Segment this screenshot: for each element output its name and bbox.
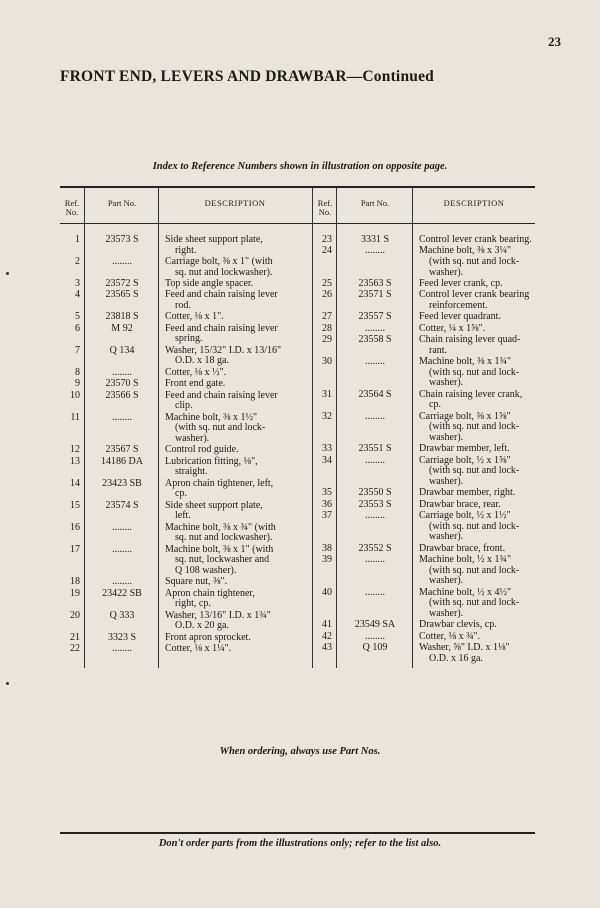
part-description <box>165 379 310 390</box>
edge-speck <box>6 272 9 275</box>
description-line: Machine bolt, ⅜ x 1½" <box>165 411 258 423</box>
column-divider <box>412 188 413 668</box>
part-description <box>419 632 535 643</box>
description-line: (with sq. nut and lock- <box>429 421 520 433</box>
part-description <box>419 588 535 620</box>
part-number: 23552 S <box>358 542 392 554</box>
part-description <box>419 312 535 323</box>
description-line: sq. nut and lockwasher). <box>175 266 273 278</box>
part-description <box>165 611 310 632</box>
part-description <box>165 290 310 311</box>
part-number: ........ <box>112 256 132 267</box>
part-number: 23567 S <box>105 444 139 456</box>
ref-number: 17 <box>70 543 80 555</box>
description-line: Drawbar brace, front. <box>419 542 506 554</box>
part-description <box>165 391 310 412</box>
description-line: Washer, ⅝" I.D. x 1⅛" <box>419 642 510 654</box>
description-line: Control lever crank bearing <box>419 289 530 301</box>
part-number: 23563 S <box>358 278 392 289</box>
part-number: 23566 S <box>105 389 139 401</box>
ref-number: 41 <box>322 619 332 631</box>
table-top-rule <box>60 186 535 188</box>
part-description <box>165 413 310 445</box>
description-line: (with sq. nut and lock- <box>175 422 266 434</box>
part-description <box>419 643 535 664</box>
description-line: Machine bolt, ⅜ x 1¾" <box>419 356 512 368</box>
header-part: Part No. <box>107 198 137 208</box>
ref-number: 14 <box>70 477 80 489</box>
part-number: 23565 S <box>105 289 139 301</box>
part-description <box>165 279 310 290</box>
description-line: Machine bolt, ⅜ x 1" (with <box>165 543 274 555</box>
part-description <box>419 290 535 311</box>
part-description <box>165 346 310 367</box>
part-description <box>165 633 310 644</box>
part-description <box>165 257 310 278</box>
part-description <box>165 644 310 655</box>
description-line: cp. <box>429 399 441 411</box>
part-number: 23549 SA <box>354 619 396 631</box>
ref-number: 27 <box>322 311 332 323</box>
ref-number: 11 <box>70 411 80 423</box>
description-line: washer). <box>429 607 464 619</box>
ref-number: 19 <box>70 587 80 599</box>
description-line: O.D. x 20 ga. <box>175 620 229 632</box>
part-number: 23570 S <box>105 378 139 390</box>
part-description <box>419 412 535 444</box>
description-line: Q 108 washer). <box>175 564 237 576</box>
description-line: Carriage bolt, ⅜ x 1" (with <box>165 256 273 267</box>
description-line: (with sq. nut and lock- <box>429 520 520 532</box>
table-header-rule <box>60 223 535 224</box>
part-number: ........ <box>365 356 385 368</box>
description-line: straight. <box>175 466 208 478</box>
description-line: Machine bolt, ½ x 4½" <box>419 586 512 598</box>
header-description: DESCRIPTION <box>204 198 266 208</box>
part-number: 23818 S <box>105 311 139 323</box>
ref-number: 32 <box>322 410 332 422</box>
part-description <box>419 335 535 356</box>
description-line: Side sheet support plate, <box>165 499 263 511</box>
description-line: Top side angle spacer. <box>165 278 254 289</box>
description-line: Lubrication fitting, ⅛", <box>165 455 258 467</box>
ref-number: 2 <box>75 256 80 267</box>
parts-table <box>60 186 535 686</box>
part-number: Q 333 <box>109 609 135 621</box>
part-description <box>419 246 535 278</box>
ref-number: 1 <box>75 234 80 245</box>
part-number: 23572 S <box>105 278 139 289</box>
description-line: Feed and chain raising lever <box>165 322 278 334</box>
description-line: washer). <box>429 575 464 587</box>
index-intro: Index to Reference Numbers shown in illustration on opposite page. <box>152 161 448 172</box>
description-line: rod. <box>175 299 191 311</box>
description-line: Square nut, ⅜". <box>165 576 228 588</box>
column-divider <box>158 188 159 668</box>
part-number: ........ <box>112 411 132 423</box>
description-line: left. <box>175 510 191 522</box>
part-description <box>165 457 310 478</box>
ref-number: 43 <box>322 642 332 654</box>
description-line: (with sq. nut and lock- <box>429 255 520 267</box>
part-description <box>419 235 535 246</box>
description-line: Machine bolt, ⅜ x 3¼" <box>419 245 512 257</box>
part-number: ........ <box>365 410 385 422</box>
edge-speck <box>6 682 9 685</box>
ref-number: 42 <box>322 630 332 642</box>
description-line: Feed lever quadrant. <box>419 311 501 323</box>
part-number: 23574 S <box>105 499 139 511</box>
part-number: ........ <box>365 630 385 642</box>
description-line: Cotter, ⅛ x 1¼". <box>165 643 232 654</box>
ref-number: 5 <box>75 311 80 323</box>
part-number: 23550 S <box>358 487 392 499</box>
description-line: right. <box>175 244 197 256</box>
part-description <box>419 544 535 555</box>
ref-number: 7 <box>75 344 80 356</box>
part-number: ........ <box>365 454 385 466</box>
part-description <box>419 357 535 389</box>
ref-number: 35 <box>322 487 332 499</box>
description-line: Apron chain tightener, left, <box>165 477 274 489</box>
column-divider <box>336 188 337 668</box>
ref-number: 21 <box>70 631 80 643</box>
part-number: M 92 <box>111 322 133 334</box>
description-line: sq. nut, lockwasher and <box>175 554 270 566</box>
part-description <box>419 456 535 488</box>
description-line: Cotter, ⅛ x 1". <box>165 311 224 323</box>
description-line: Chain raising lever crank, <box>419 388 523 400</box>
ref-number: 4 <box>75 289 80 301</box>
ref-number: 22 <box>70 643 80 654</box>
description-line: Apron chain tightener, <box>165 587 255 599</box>
description-line: Drawbar brace, rear. <box>419 498 501 510</box>
description-line: washer). <box>429 431 464 443</box>
description-line: washer). <box>429 475 464 487</box>
ordering-note: When ordering, always use Part Nos. <box>219 746 381 757</box>
part-number: 14186 DA <box>101 455 143 467</box>
ref-number: 12 <box>70 444 80 456</box>
part-number: ........ <box>112 521 132 533</box>
description-line: spring. <box>175 333 203 345</box>
part-description <box>419 511 535 543</box>
ref-number: 31 <box>322 388 332 400</box>
ref-number: 6 <box>75 322 80 334</box>
description-line: cp. <box>175 488 187 500</box>
part-description <box>165 545 310 577</box>
part-description <box>419 324 535 335</box>
ref-number: 9 <box>75 378 80 390</box>
description-line: Cotter, ¼ x 1⅝". <box>419 322 486 334</box>
ref-number: 24 <box>322 245 332 257</box>
ref-number: 26 <box>322 289 332 301</box>
description-line: Feed and chain raising lever <box>165 389 278 401</box>
part-description <box>165 312 310 323</box>
part-number: ........ <box>112 643 132 654</box>
part-number: 23564 S <box>358 388 392 400</box>
illustration-note: Don't order parts from the illustrations only; refer to the list also. <box>158 838 442 849</box>
part-description <box>419 500 535 511</box>
ref-number: 34 <box>322 454 332 466</box>
ref-number: 33 <box>322 443 332 455</box>
part-description <box>165 589 310 610</box>
description-line: (with sq. nut and lock- <box>429 465 520 477</box>
part-number: 23557 S <box>358 311 392 323</box>
part-number: Q 109 <box>362 642 388 654</box>
part-description <box>419 279 535 290</box>
ref-number: 13 <box>70 455 80 467</box>
description-line: Drawbar clevis, cp. <box>419 619 497 631</box>
ref-number: 40 <box>322 586 332 598</box>
description-line: washer). <box>429 377 464 389</box>
ref-number: 16 <box>70 521 80 533</box>
part-description <box>165 479 310 500</box>
part-description <box>419 444 535 455</box>
part-number: 3323 S <box>107 631 137 643</box>
description-line: washer). <box>429 266 464 278</box>
description-line: (with sq. nut and lock- <box>429 597 520 609</box>
description-line: Feed lever crank, cp. <box>419 278 503 289</box>
part-number: ........ <box>365 554 385 566</box>
part-number: 23551 S <box>358 443 392 455</box>
part-description <box>165 577 310 588</box>
description-line: Washer, 13/16" I.D. x 1¾" <box>165 609 271 621</box>
part-number: 23558 S <box>358 334 392 346</box>
description-line: washer). <box>429 531 464 543</box>
description-line: Cotter, ⅛ x ½". <box>165 366 227 378</box>
description-line: Carriage bolt, ½ x 1½" <box>419 510 511 522</box>
header-part: Part No. <box>360 198 390 208</box>
part-description <box>165 501 310 522</box>
column-divider <box>84 188 85 668</box>
page-number: 23 <box>548 34 561 49</box>
description-line: Front end gate. <box>165 378 226 390</box>
part-description <box>419 390 535 411</box>
ref-number: 36 <box>322 498 332 510</box>
ref-number: 20 <box>70 609 80 621</box>
part-description <box>419 555 535 587</box>
description-line: Side sheet support plate, <box>165 234 263 245</box>
bottom-rule <box>60 832 535 834</box>
ref-number: 29 <box>322 334 332 346</box>
part-number: 23423 SB <box>102 477 142 489</box>
header-ref: Ref. No. <box>64 198 80 217</box>
part-number: ........ <box>112 576 132 588</box>
description-line: Machine bolt, ½ x 1¾" <box>419 554 512 566</box>
part-description <box>165 445 310 456</box>
part-number: 23571 S <box>358 289 392 301</box>
description-line: Machine bolt, ⅜ x ¾" (with <box>165 521 276 533</box>
description-line: O.D. x 18 ga. <box>175 355 229 367</box>
description-line: Carriage bolt, ½ x 1⅝" <box>419 454 511 466</box>
header-description: DESCRIPTION <box>443 198 505 208</box>
description-line: Carriage bolt, ⅜ x 1⅝" <box>419 410 511 422</box>
description-line: clip. <box>175 400 193 412</box>
part-number: ........ <box>112 543 132 555</box>
part-description <box>419 620 535 631</box>
description-line: (with sq. nut and lock- <box>429 564 520 576</box>
part-number: 23553 S <box>358 498 392 510</box>
header-ref: Ref. No. <box>317 198 333 217</box>
description-line: sq. nut and lockwasher). <box>175 532 273 544</box>
description-line: Drawbar member, left. <box>419 443 510 455</box>
ref-number: 39 <box>322 554 332 566</box>
description-line: reinforcement. <box>429 299 488 311</box>
description-line: O.D. x 16 ga. <box>429 652 483 664</box>
ref-number: 18 <box>70 576 80 588</box>
description-line: rant. <box>429 344 448 356</box>
ref-number: 3 <box>75 278 80 289</box>
description-line: Control rod guide. <box>165 444 239 456</box>
part-number: 23422 SB <box>102 587 142 599</box>
part-description <box>165 523 310 544</box>
description-line: Washer, 15/32" I.D. x 13/16" <box>165 344 282 356</box>
description-line: Control lever crank bearing. <box>419 234 532 245</box>
part-description <box>165 324 310 345</box>
page-title: FRONT END, LEVERS AND DRAWBAR—Continued <box>60 68 434 85</box>
ref-number: 15 <box>70 499 80 511</box>
ref-number: 30 <box>322 356 332 368</box>
ref-number: 23 <box>322 234 332 245</box>
part-description <box>165 235 310 256</box>
description-line: Chain raising lever quad- <box>419 334 521 346</box>
part-description <box>419 488 535 499</box>
ref-number: 38 <box>322 542 332 554</box>
description-line: right, cp. <box>175 598 211 610</box>
ref-number: 8 <box>75 366 80 378</box>
ref-number: 10 <box>70 389 80 401</box>
ref-number: 28 <box>322 322 332 334</box>
description-line: Front apron sprocket. <box>165 631 251 643</box>
description-line: Cotter, ⅛ x ¾". <box>419 630 481 642</box>
ref-number: 25 <box>322 278 332 289</box>
description-line: (with sq. nut and lock- <box>429 366 520 378</box>
ref-number: 37 <box>322 510 332 522</box>
part-number: Q 134 <box>109 344 135 356</box>
part-number: 23573 S <box>105 234 139 245</box>
part-number: ........ <box>112 366 132 378</box>
part-description <box>165 368 310 379</box>
description-line: Drawbar member, right. <box>419 487 516 499</box>
part-number: ........ <box>365 322 385 334</box>
description-line: washer). <box>175 432 210 444</box>
description-line: Feed and chain raising lever <box>165 289 278 301</box>
part-number: ........ <box>365 586 385 598</box>
part-number: ........ <box>365 510 385 522</box>
part-number: 3331 S <box>360 234 390 245</box>
part-number: ........ <box>365 245 385 257</box>
